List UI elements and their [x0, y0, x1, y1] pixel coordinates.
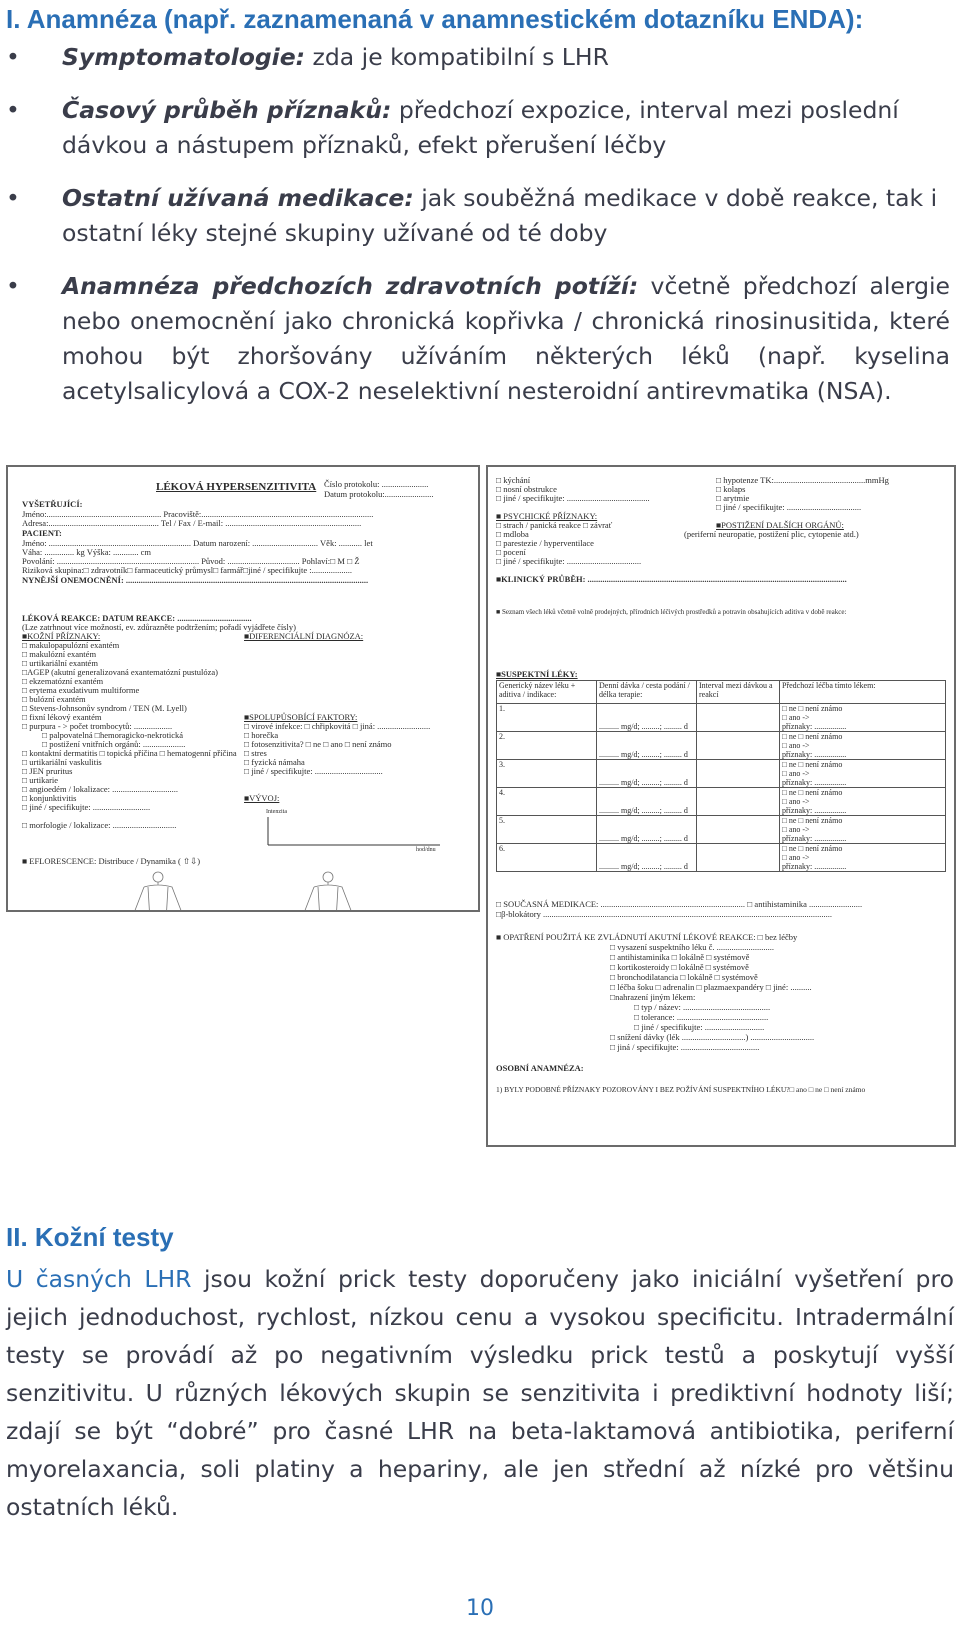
body-outline-figure	[78, 869, 418, 912]
form-title: LÉKOVÁ HYPERSENZITIVITA	[156, 481, 317, 493]
section1-heading: I. Anamnéza (např. zaznamenaná v anamnestickém dotazníku ENDA):	[6, 4, 864, 34]
list-item: • Časový průběh příznaků: předchozí expozice, interval mezi poslední dávkou a nástupem příznaků, efekt přerušení léčby	[6, 96, 899, 159]
intensity-graph	[264, 815, 444, 849]
section2-heading: II. Kožní testy	[6, 1222, 174, 1252]
table-row: Generický název léku + aditiva / indikace: Denní dávka / cesta podání / délka terapie: Interval mezi dávkou a reakcí Předchozí léčba tímto lékem:	[497, 681, 946, 704]
table-row: 2. .......... mg/d; .........; ......... d □ ne □ není známo □ ano -> příznaky: ................	[497, 732, 946, 760]
table-row: 3. .......... mg/d; .........; ......... d □ ne □ není známo □ ano -> příznaky: ................	[497, 760, 946, 788]
enda-form-page-1: LÉKOVÁ HYPERSENZITIVITA Číslo protokolu: ...................... Datum protokolu:....................... VYŠETŘUJÍCÍ: Jméno:...................................................... Pracoviště:................................................................................. Adresa:.................................................... Tel / Fax / E-mail: ................................................................ PACIENT: Jméno: ................................................................... Datum narození: ............................... Věk: ........... let Váha: .............. kg Výška: ............ cm Povolání: ................................................................... Původ: .................................. Pohlaví:□ M □ Ž Riziková skupina:□ zdravotník□ farmaceutický průmysl□ farmář□jiné / specifikujte :................... NYNĚJŠÍ ONEMOCNĚNÍ: .................................................................................................................. LÉKOVÁ REAKCE: DATUM REAKCE: ................................... (Lze zatrhnout více možností, ev. zdůrazněte podtržením; pořadí vyjádřete čísly) ■KOŽNÍ PŘÍZNAKY: ■DIFERENCIÁLNÍ DIAGNÓZA: □ makulopapulózní exantém □ makulózní exantém □ urtikariální exantém □AGEP (akutní generalizovaná exantematózní pustulóza) □ ekzematózní exantém □ erytema exudativum multiforme □ bulózní exantém □ Stevens-Johnsonův syndrom / TEN (M. Lyell) □ fixní lékový exantém □ purpura - > počet trombocytů: .................. □ palpovatelná □hemoragicko-nekrotická □ postižení vnitřních orgánů: .................... □ kontaktní dermatitis □ topická příčina □ hematogenní příčina □ urtikariální vaskulitis □ JEN pruritus □ urtikarie □ angioedém / lokalizace: ............................... □ konjunktivitis □ jiné / specifikujte: ........................... □ morfologie / lokalizace: .............................. ■SPOLUPŮSOBÍCÍ FAKTORY: □ virové infekce: □ chřipkovitá □ jiná: ......................... □ horečka □ fotosenzitivita? □ ne □ ano □ není známo □ stres □ fyzická námaha □ jiné / specifikujte: ................................ ■VÝVOJ: Intenzita hod/dnu ■ EFLORESCENCE: Distribuce / Dynamika ( ⇧⇩)	[6, 465, 480, 912]
suspect-drugs-table	[496, 680, 946, 872]
skin-tests-paragraph: U časných LHR jsou kožní prick testy doporučeny jako iniciální vyšetření pro jejich jednoduchost, rychlost, nízkou cenu a vysokou specificitu. Intradermální testy se provádí až po negativním výsledku prick testů a poskytují vyšší senzitivitu. U různých lékových skupin se senzitivita i prediktivní hodnoty liší; zdají se být “dobré” pro časné LHR na beta-laktamová antibiotika, periferní myorelaxancia, soli platiny a hepariny, ale jen střední až nízké pro většinu ostatních léků.	[6, 1265, 954, 1521]
anamnesis-list	[0, 40, 950, 427]
table-row: 1. .......... mg/d; .........; ......... d □ ne □ není známo □ ano -> příznaky: ................	[497, 704, 946, 732]
enda-form-page-2: □ kýchání □ hypotenze TK:...........................................mmHg □ nosní obstrukce □ kolaps □ jiné / specifikujte: ....................................... □ arytmie □ jiné / specifikujte: ................................... ■ PSYCHICKÉ PŘÍZNAKY: □ strach / panická reakce □ závrať ■POSTIŽENÍ DALŠÍCH ORGÁNŮ: □ mdloba (periferní neuropatie, postižení plic, cytopenie atd.) □ parestezie / hyperventilace □ pocení □ jiné / specifikujte: ................................... ■KLINICKÝ PRŮBĚH: .......................................................................................................................... ■ Seznam všech léků včetně volně prodejných, přírodních léčivých prostředků a potravin obsahujících aditiva v době reakce: ■SUSPEKTNÍ LÉKY: Generický název léku + aditiva / indikace: Denní dávka / cesta podání / délka terapie: Interval mezi dávkou a reakcí Předchozí léčba tímto lékem: 1. .......... mg/d; .........; ......... d □ ne □ není známo □ ano -> příznaky: ................ 2. .......... mg/d; .........; ......... d □ ne □ není známo □ ano -> příznaky: ................ 3. .......... mg/d; .........; ......... d □ ne □ není známo □ ano -> příznaky: ................ 4. .......... mg/d; .........; ......... d □ ne □ není známo □ ano -> příznaky: ................ 5. .......... mg/d; .........; ......... d □ ne □ není známo □ ano -> příznaky: ................ 6. .......... mg/d; .........; ......... d □ ne □ není známo □ ano -> příznaky: ................ □ SOUČASNÁ MEDIKACE: .................................................................... □ antihistaminika ......................... □β-blokátory ........................................................................................................................................ ■ OPATŘENÍ POUŽITÁ KE ZVLÁDNUTÍ AKUTNÍ LÉKOVÉ REAKCE: □ bez léčby □ vysazení suspektního léku č. ........................... □ antihistaminika □ lokálně □ systémově □ kortikosteroidy □ lokálně □ systémově □ bronchodilatancia □ lokálně □ systémově □ léčba šoku □ adrenalin □ plazmaexpandéry □ jiné: .......... □nahrazení jiným lékem: □ typ / název: ......................................... □ tolerance: ........................................... □ jiné / specifikujte: ............................ □ snížení dávky (lék ..............................) .............................. □ jiná / specifikujte: ..................................... OSOBNÍ ANAMNÉZA: 1) BYLY PODOBNÉ PŘÍZNAKY POZOROVÁNY I BEZ POŽÍVÁNÍ SUSPEKTNÍHO LÉKU?□ ano □ ne □ není známo	[486, 465, 956, 1147]
list-item: • Anamnéza předchozích zdravotních potíží: včetně předchozí alergie nebo onemocnění jako chronická kopřivka / chronická rinosinusitida, které mohou být zhoršovány užíváním některých léků (např. kyselina acetylsalicylová a COX-2 neselektivní nesteroidní antirevmatika (NSA).	[6, 272, 950, 405]
list-item: • Ostatní užívaná medikace: jak souběžná medikace v době reakce, tak i ostatní léky stejné skupiny užívané od té doby	[6, 184, 938, 247]
table-row: 6. .......... mg/d; .........; ......... d □ ne □ není známo □ ano -> příznaky: ................	[497, 844, 946, 872]
table-row: 5. .......... mg/d; .........; ......... d □ ne □ není známo □ ano -> příznaky: ................	[497, 816, 946, 844]
table-row: 4. .......... mg/d; .........; ......... d □ ne □ není známo □ ano -> příznaky: ................	[497, 788, 946, 816]
list-item: • Symptomatologie: zda je kompatibilní s LHR	[6, 43, 609, 71]
page-number: 10	[466, 1596, 494, 1621]
